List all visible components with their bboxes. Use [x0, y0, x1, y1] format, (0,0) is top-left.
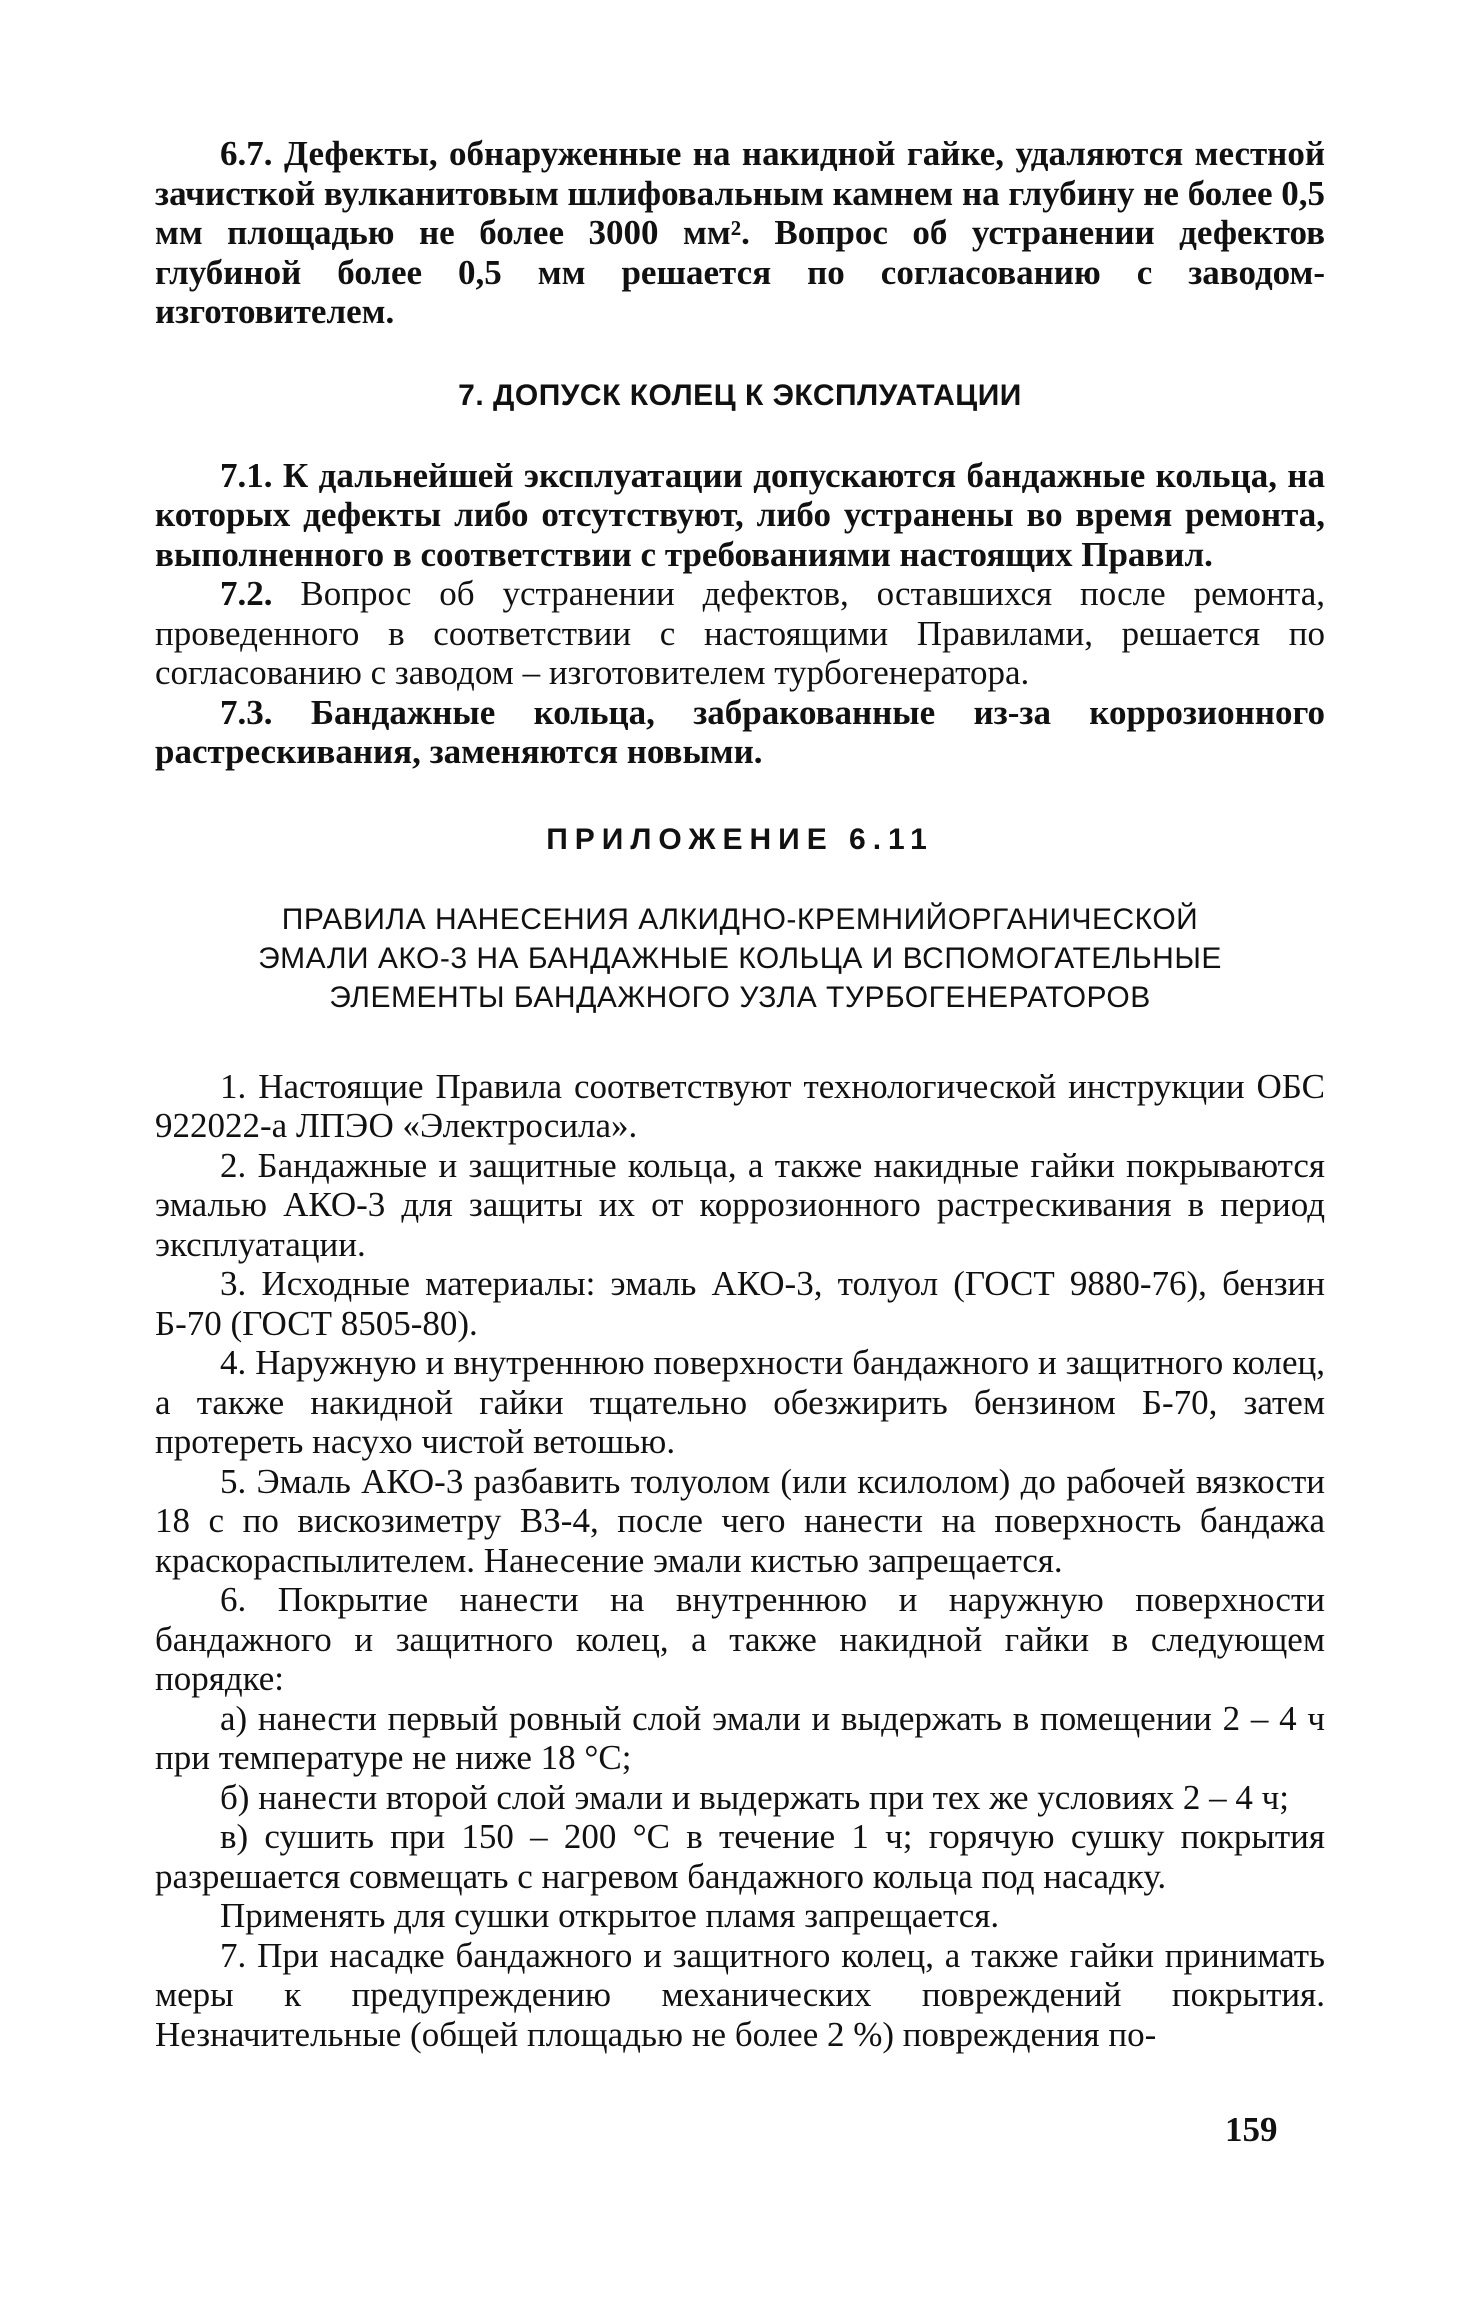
page-number: 159: [1225, 2110, 1278, 2149]
appendix-item-4: 4. Наружную и внутреннюю поверхности бандажного и защитного колец, а также накидной гайки тщательно обезжирить бензином Б-70, затем протереть насухо чистой ветошью.: [155, 1343, 1325, 1461]
appendix-title-line: ЭЛЕМЕНТЫ БАНДАЖНОГО УЗЛА ТУРБОГЕНЕРАТОРОВ: [329, 980, 1151, 1014]
paragraph-text: К дальнейшей эксплуатации допускаются бандажные кольца, на которых дефекты либо отсутствуют, либо устранены во время ремонта, выполненного в соответствии с требованиями настоящих Правил.: [155, 455, 1326, 574]
appendix-item-1: 1. Настоящие Правила соответствуют технологической инструкции ОБС 922022-а ЛПЭО «Электросила».: [155, 1066, 1325, 1145]
paragraph-number: 6.7.: [220, 134, 273, 173]
appendix-note: Применять для сушки открытое пламя запрещается.: [220, 1896, 1000, 1935]
appendix-title: [155, 900, 1325, 1017]
paragraph-6-7: [155, 134, 1325, 332]
paragraph-text: Бандажные кольца, забракованные из-за коррозионного растрескивания, заменяются новыми.: [155, 692, 1325, 771]
appendix-label: ПРИЛОЖЕНИЕ 6.11: [546, 822, 934, 856]
paragraph-number: 7.1.: [220, 455, 273, 495]
section-heading-7: 7. ДОПУСК КОЛЕЦ К ЭКСПЛУАТАЦИИ: [458, 378, 1022, 412]
paragraph-number: 7.3.: [220, 692, 273, 732]
appendix-subitem-a: а) нанести первый ровный слой эмали и выдержать в помещении 2 – 4 ч при температуре не ниже 18 °С;: [155, 1698, 1325, 1777]
page-content: [155, 134, 1325, 2054]
appendix-item-2: 2. Бандажные и защитные кольца, а также накидные гайки покрываются эмалью АКО-3 для защиты их от коррозионного растрескивания в период эксплуатации.: [155, 1145, 1325, 1264]
paragraph-text: Вопрос об устранении дефектов, оставшихся после ремонта, проведенного в соответствии с настоящими Правилами, решается по согласованию с заводом – изготовителем турбогенератора.: [155, 574, 1326, 692]
paragraph-7-3: [155, 693, 1325, 772]
paragraph-7-2: [155, 574, 1325, 693]
appendix-item-7: 7. При насадке бандажного и защитного колец, а также гайки принимать меры к предупреждению механических повреждений покрытия. Незначительные (общей площадью не более 2 %) повреждения по-: [155, 1935, 1325, 2054]
appendix-subitem-b: б) нанести второй слой эмали и выдержать при тех же условиях 2 – 4 ч;: [220, 1777, 1289, 1817]
appendix-item-5: 5. Эмаль АКО-3 разбавить толуолом (или ксилолом) до рабочей вязкости 18 с по вискозиметру ВЗ-4, после чего нанести на поверхность бандажа краскораспылителем. Нанесение эмали кистью запрещается.: [155, 1461, 1325, 1580]
appendix-title-line: ЭМАЛИ АКО-3 НА БАНДАЖНЫЕ КОЛЬЦА И ВСПОМОГАТЕЛЬНЫЕ: [258, 941, 1222, 975]
appendix-item-6: 6. Покрытие нанести на внутреннюю и наружную поверхности бандажного и защитного колец, а также накидной гайки в следующем порядке:: [155, 1580, 1325, 1698]
paragraph-number: 7.2.: [220, 574, 273, 613]
appendix-item-3: 3. Исходные материалы: эмаль АКО-3, толуол (ГОСТ 9880-76), бензин Б-70 (ГОСТ 8505-80).: [155, 1264, 1325, 1343]
appendix-subitem-v: в) сушить при 150 – 200 °С в течение 1 ч; горячую сушку покрытия разрешается совмещать с нагревом бандажного кольца под насадку.: [155, 1817, 1325, 1896]
appendix-title-line: ПРАВИЛА НАНЕСЕНИЯ АЛКИДНО-КРЕМНИЙОРГАНИЧЕСКОЙ: [281, 902, 1199, 936]
paragraph-7-1: [155, 456, 1325, 575]
paragraph-text: Дефекты, обнаруженные на накидной гайке, удаляются местной зачисткой вулканитовым шлифовальным камнем на глубину не более 0,5 мм площадью не более 3000 мм². Вопрос об устранении дефектов глубиной более 0,5 мм решается по согласованию с заводом-изготовителем.: [155, 134, 1325, 331]
